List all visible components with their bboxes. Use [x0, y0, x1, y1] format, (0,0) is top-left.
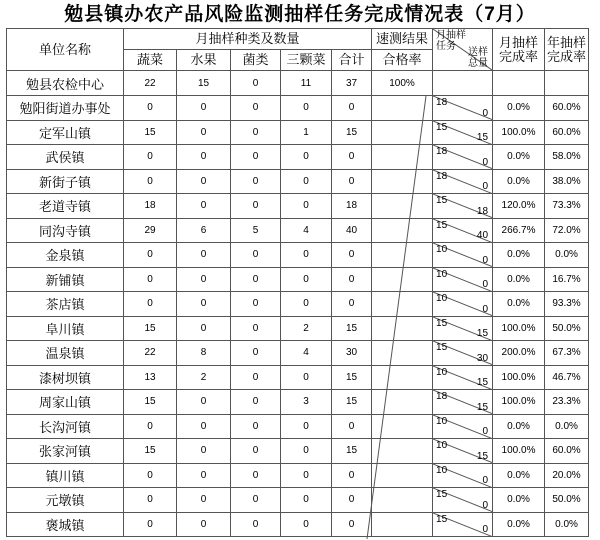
task-value: 18	[436, 170, 448, 182]
fruit-cell: 0	[177, 292, 231, 317]
unit-name-cell: 长沟河镇	[7, 414, 124, 439]
vegetables-cell: 15	[124, 439, 177, 464]
sanke-cell: 4	[281, 341, 332, 366]
fungi-cell: 0	[231, 243, 281, 268]
vegetables-cell: 0	[124, 169, 177, 194]
sent-value: 0	[482, 499, 489, 511]
yearly-rate-cell: 60.0%	[545, 96, 589, 121]
unit-name-cell: 茶店镇	[7, 292, 124, 317]
yearly-rate-cell: 50.0%	[545, 316, 589, 341]
header-fungi: 菌类	[231, 50, 281, 71]
vegetables-cell: 0	[124, 512, 177, 537]
total-cell: 0	[332, 292, 372, 317]
sent-value: 0	[482, 303, 489, 315]
task-sent-cell	[433, 96, 493, 121]
yearly-rate-cell: 0.0%	[545, 243, 589, 268]
yearly-rate-cell: 73.3%	[545, 194, 589, 219]
total-cell: 30	[332, 341, 372, 366]
task-sent-cell	[433, 316, 493, 341]
unit-name-cell: 同沟寺镇	[7, 218, 124, 243]
header-yearly-rate: 年抽样 完成率	[545, 29, 589, 71]
task-value: 10	[436, 366, 448, 378]
vegetables-cell: 18	[124, 194, 177, 219]
table-row	[7, 194, 589, 219]
monthly-rate-cell: 0.0%	[493, 414, 545, 439]
monthly-rate-cell: 0.0%	[493, 512, 545, 537]
sent-value: 15	[476, 328, 489, 339]
task-value: 10	[436, 268, 448, 280]
fruit-cell: 8	[177, 341, 231, 366]
task-value: 10	[436, 415, 448, 427]
sanke-cell: 0	[281, 439, 332, 464]
fungi-cell: 0	[231, 414, 281, 439]
fungi-cell: 0	[231, 463, 281, 488]
sanke-cell: 0	[281, 145, 332, 170]
header-rapid-line1: 速测结果	[372, 29, 433, 50]
fruit-cell: 0	[177, 243, 231, 268]
unit-name-cell: 张家河镇	[7, 439, 124, 464]
unit-name-cell: 勉阳街道办事处	[7, 96, 124, 121]
table-row	[7, 390, 589, 415]
table-row	[7, 120, 589, 145]
sent-value: 0	[482, 254, 489, 266]
unit-name-cell: 勉县农检中心	[7, 71, 124, 96]
task-sent-cell	[433, 414, 493, 439]
total-cell: 0	[332, 169, 372, 194]
vegetables-cell: 0	[124, 488, 177, 513]
vegetables-cell: 0	[124, 96, 177, 121]
unit-name-cell: 定军山镇	[7, 120, 124, 145]
table-row	[7, 414, 589, 439]
total-cell: 0	[332, 414, 372, 439]
rapid-rate-cell	[372, 96, 433, 121]
rapid-rate-cell	[372, 341, 433, 366]
sanke-cell: 0	[281, 194, 332, 219]
sanke-cell: 3	[281, 390, 332, 415]
task-value: 10	[436, 464, 448, 476]
sent-value: 0	[482, 107, 489, 119]
fungi-cell: 0	[231, 267, 281, 292]
rapid-rate-cell	[372, 463, 433, 488]
yearly-rate-cell: 50.0%	[545, 488, 589, 513]
fruit-cell: 0	[177, 169, 231, 194]
rapid-rate-cell	[372, 365, 433, 390]
table-row	[7, 267, 589, 292]
unit-name-cell: 温泉镇	[7, 341, 124, 366]
fruit-cell: 0	[177, 439, 231, 464]
task-value: 10	[436, 293, 448, 304]
sanke-cell: 0	[281, 512, 332, 537]
header-fruit: 水果	[177, 50, 231, 71]
rapid-rate-cell: 100%	[372, 71, 433, 96]
sanke-cell: 0	[281, 488, 332, 513]
fungi-cell: 0	[231, 292, 281, 317]
task-sent-cell	[433, 218, 493, 243]
task-value: 10	[436, 440, 448, 451]
sent-value: 0	[482, 156, 489, 168]
table-row	[7, 439, 589, 464]
vegetables-cell: 22	[124, 71, 177, 96]
task-value: 18	[436, 146, 448, 157]
fungi-cell: 0	[231, 365, 281, 390]
rapid-rate-cell	[372, 292, 433, 317]
sanke-cell: 0	[281, 243, 332, 268]
task-sent-cell	[433, 145, 493, 170]
monthly-rate-cell: 100.0%	[493, 316, 545, 341]
yearly-rate-cell: 67.3%	[545, 341, 589, 366]
yearly-rate-empty-cell	[545, 71, 589, 96]
fruit-cell: 0	[177, 414, 231, 439]
fungi-cell: 0	[231, 194, 281, 219]
task-sent-cell	[433, 512, 493, 537]
monthly-rate-cell: 100.0%	[493, 120, 545, 145]
total-cell: 40	[332, 218, 372, 243]
fungi-cell: 0	[231, 71, 281, 96]
header-task-sent	[433, 29, 493, 71]
fruit-cell: 0	[177, 488, 231, 513]
table-row	[7, 341, 589, 366]
task-value: 15	[436, 219, 448, 231]
vegetables-cell: 0	[124, 267, 177, 292]
vegetables-cell: 0	[124, 414, 177, 439]
monthly-rate-cell: 0.0%	[493, 267, 545, 292]
fungi-cell: 5	[231, 218, 281, 243]
unit-name-cell: 新铺镇	[7, 267, 124, 292]
monthly-rate-cell: 120.0%	[493, 194, 545, 219]
rapid-rate-cell	[372, 218, 433, 243]
yearly-rate-cell: 38.0%	[545, 169, 589, 194]
monthly-rate-cell: 0.0%	[493, 488, 545, 513]
monthly-rate-cell: 100.0%	[493, 390, 545, 415]
yearly-rate-cell: 72.0%	[545, 218, 589, 243]
vegetables-cell: 29	[124, 218, 177, 243]
sent-value: 15	[476, 377, 489, 388]
sanke-cell: 1	[281, 120, 332, 145]
sent-value: 15	[476, 450, 489, 462]
task-sent-cell	[433, 292, 493, 317]
task-value: 18	[436, 391, 448, 402]
rapid-rate-cell	[372, 169, 433, 194]
sanke-cell: 0	[281, 96, 332, 121]
table-row	[7, 463, 589, 488]
total-cell: 0	[332, 488, 372, 513]
task-sent-cell	[433, 365, 493, 390]
fungi-cell: 0	[231, 96, 281, 121]
table-row	[7, 169, 589, 194]
total-cell: 37	[332, 71, 372, 96]
rapid-rate-cell	[372, 267, 433, 292]
task-sent-cell	[433, 194, 493, 219]
table-row	[7, 365, 589, 390]
fruit-cell: 0	[177, 145, 231, 170]
monthly-rate-cell: 0.0%	[493, 169, 545, 194]
unit-name-cell: 阜川镇	[7, 316, 124, 341]
yearly-rate-cell: 46.7%	[545, 365, 589, 390]
header-rapid-line2: 合格率	[372, 50, 433, 71]
sent-value: 0	[482, 475, 489, 486]
rapid-rate-cell	[372, 390, 433, 415]
unit-name-cell: 新街子镇	[7, 169, 124, 194]
task-value: 18	[436, 97, 448, 108]
fruit-cell: 0	[177, 120, 231, 145]
sanke-cell: 0	[281, 365, 332, 390]
vegetables-cell: 0	[124, 292, 177, 317]
fungi-cell: 0	[231, 341, 281, 366]
rapid-rate-cell	[372, 194, 433, 219]
monthly-rate-cell: 0.0%	[493, 243, 545, 268]
header-monthly-types: 月抽样种类及数量	[124, 29, 372, 50]
yearly-rate-cell: 0.0%	[545, 512, 589, 537]
header-sanke: 三颗菜	[281, 50, 332, 71]
monthly-rate-cell: 200.0%	[493, 341, 545, 366]
sent-value: 30	[476, 352, 489, 364]
sanke-cell: 2	[281, 316, 332, 341]
fruit-cell: 0	[177, 512, 231, 537]
table-row	[7, 512, 589, 537]
monthly-rate-cell: 266.7%	[493, 218, 545, 243]
sent-value: 0	[482, 426, 489, 437]
sanke-cell: 11	[281, 71, 332, 96]
rapid-rate-cell	[372, 120, 433, 145]
total-cell: 0	[332, 463, 372, 488]
yearly-rate-cell: 16.7%	[545, 267, 589, 292]
task-sent-empty-cell	[433, 71, 493, 96]
fungi-cell: 0	[231, 390, 281, 415]
vegetables-cell: 0	[124, 243, 177, 268]
yearly-rate-cell: 58.0%	[545, 145, 589, 170]
header-sent-label: 送样 总量	[468, 47, 489, 69]
fruit-cell: 0	[177, 390, 231, 415]
task-sent-cell	[433, 463, 493, 488]
sanke-cell: 0	[281, 292, 332, 317]
total-cell: 18	[332, 194, 372, 219]
monthly-rate-empty-cell	[493, 71, 545, 96]
total-cell: 0	[332, 96, 372, 121]
unit-name-cell: 褒城镇	[7, 512, 124, 537]
fruit-cell: 0	[177, 267, 231, 292]
header-task-label: 月抽样 任务	[436, 30, 467, 52]
sent-value: 15	[476, 401, 489, 413]
rapid-rate-cell	[372, 488, 433, 513]
vegetables-cell: 0	[124, 463, 177, 488]
vegetables-cell: 15	[124, 120, 177, 145]
vegetables-cell: 15	[124, 390, 177, 415]
table-row	[7, 316, 589, 341]
fungi-cell: 0	[231, 488, 281, 513]
task-sent-cell	[433, 243, 493, 268]
monthly-rate-cell: 0.0%	[493, 145, 545, 170]
monthly-rate-cell: 100.0%	[493, 439, 545, 464]
vegetables-cell: 15	[124, 316, 177, 341]
vegetables-cell: 13	[124, 365, 177, 390]
monthly-rate-cell: 0.0%	[493, 96, 545, 121]
unit-name-cell: 元墩镇	[7, 488, 124, 513]
fungi-cell: 0	[231, 120, 281, 145]
unit-name-cell: 周家山镇	[7, 390, 124, 415]
unit-name-cell: 漆树坝镇	[7, 365, 124, 390]
task-value: 15	[436, 195, 448, 206]
unit-name-cell: 金泉镇	[7, 243, 124, 268]
table-row	[7, 218, 589, 243]
fruit-cell: 15	[177, 71, 231, 96]
total-cell: 15	[332, 439, 372, 464]
rapid-rate-cell	[372, 316, 433, 341]
task-sent-cell	[433, 439, 493, 464]
header-monthly-rate: 月抽样 完成率	[493, 29, 545, 71]
header-total: 合计	[332, 50, 372, 71]
task-table	[6, 28, 589, 537]
sent-value: 40	[476, 230, 489, 241]
fungi-cell: 0	[231, 169, 281, 194]
rapid-rate-cell	[372, 145, 433, 170]
header-unit-name: 单位名称	[7, 29, 124, 71]
fruit-cell: 0	[177, 194, 231, 219]
total-cell: 0	[332, 243, 372, 268]
table-row	[7, 243, 589, 268]
task-sent-cell	[433, 169, 493, 194]
sent-value: 0	[482, 181, 489, 192]
rapid-rate-cell	[372, 243, 433, 268]
fruit-cell: 0	[177, 316, 231, 341]
fruit-cell: 0	[177, 463, 231, 488]
task-sent-cell	[433, 120, 493, 145]
yearly-rate-cell: 0.0%	[545, 414, 589, 439]
sanke-cell: 0	[281, 169, 332, 194]
yearly-rate-cell: 93.3%	[545, 292, 589, 317]
unit-name-cell: 镇川镇	[7, 463, 124, 488]
task-value: 10	[436, 244, 448, 255]
table-row	[7, 145, 589, 170]
monthly-rate-cell: 100.0%	[493, 365, 545, 390]
fungi-cell: 0	[231, 145, 281, 170]
sent-value: 0	[482, 524, 489, 535]
total-cell: 0	[332, 512, 372, 537]
yearly-rate-cell: 60.0%	[545, 439, 589, 464]
page-title: 勉县镇办农产品风险监测抽样任务完成情况表（7月）	[64, 4, 536, 25]
fruit-cell: 6	[177, 218, 231, 243]
unit-name-cell: 老道寺镇	[7, 194, 124, 219]
yearly-rate-cell: 20.0%	[545, 463, 589, 488]
task-value: 15	[436, 342, 448, 353]
table-row	[7, 488, 589, 513]
task-value: 15	[436, 121, 448, 133]
table-row	[7, 292, 589, 317]
fruit-cell: 2	[177, 365, 231, 390]
vegetables-cell: 22	[124, 341, 177, 366]
total-cell: 15	[332, 120, 372, 145]
fruit-cell: 0	[177, 96, 231, 121]
table-row	[7, 96, 589, 121]
sanke-cell: 0	[281, 414, 332, 439]
task-sent-cell	[433, 488, 493, 513]
fungi-cell: 0	[231, 439, 281, 464]
sanke-cell: 0	[281, 267, 332, 292]
task-sent-cell	[433, 390, 493, 415]
total-cell: 15	[332, 316, 372, 341]
task-value: 15	[436, 513, 448, 525]
sent-value: 0	[482, 279, 489, 290]
vegetables-cell: 0	[124, 145, 177, 170]
total-cell: 0	[332, 145, 372, 170]
yearly-rate-cell: 60.0%	[545, 120, 589, 145]
fungi-cell: 0	[231, 512, 281, 537]
task-value: 15	[436, 489, 448, 500]
table-row-center	[7, 71, 589, 96]
rapid-rate-cell	[372, 414, 433, 439]
total-cell: 15	[332, 390, 372, 415]
sanke-cell: 4	[281, 218, 332, 243]
rapid-rate-cell	[372, 439, 433, 464]
task-sent-cell	[433, 341, 493, 366]
header-vegetables: 蔬菜	[124, 50, 177, 71]
rapid-rate-cell	[372, 512, 433, 537]
monthly-rate-cell: 0.0%	[493, 292, 545, 317]
fungi-cell: 0	[231, 316, 281, 341]
task-sent-cell	[433, 267, 493, 292]
total-cell: 0	[332, 267, 372, 292]
task-value: 15	[436, 317, 448, 329]
sent-value: 18	[476, 205, 489, 217]
unit-name-cell: 武侯镇	[7, 145, 124, 170]
sent-value: 15	[476, 132, 489, 143]
total-cell: 15	[332, 365, 372, 390]
sanke-cell: 0	[281, 463, 332, 488]
monthly-rate-cell: 0.0%	[493, 463, 545, 488]
yearly-rate-cell: 23.3%	[545, 390, 589, 415]
